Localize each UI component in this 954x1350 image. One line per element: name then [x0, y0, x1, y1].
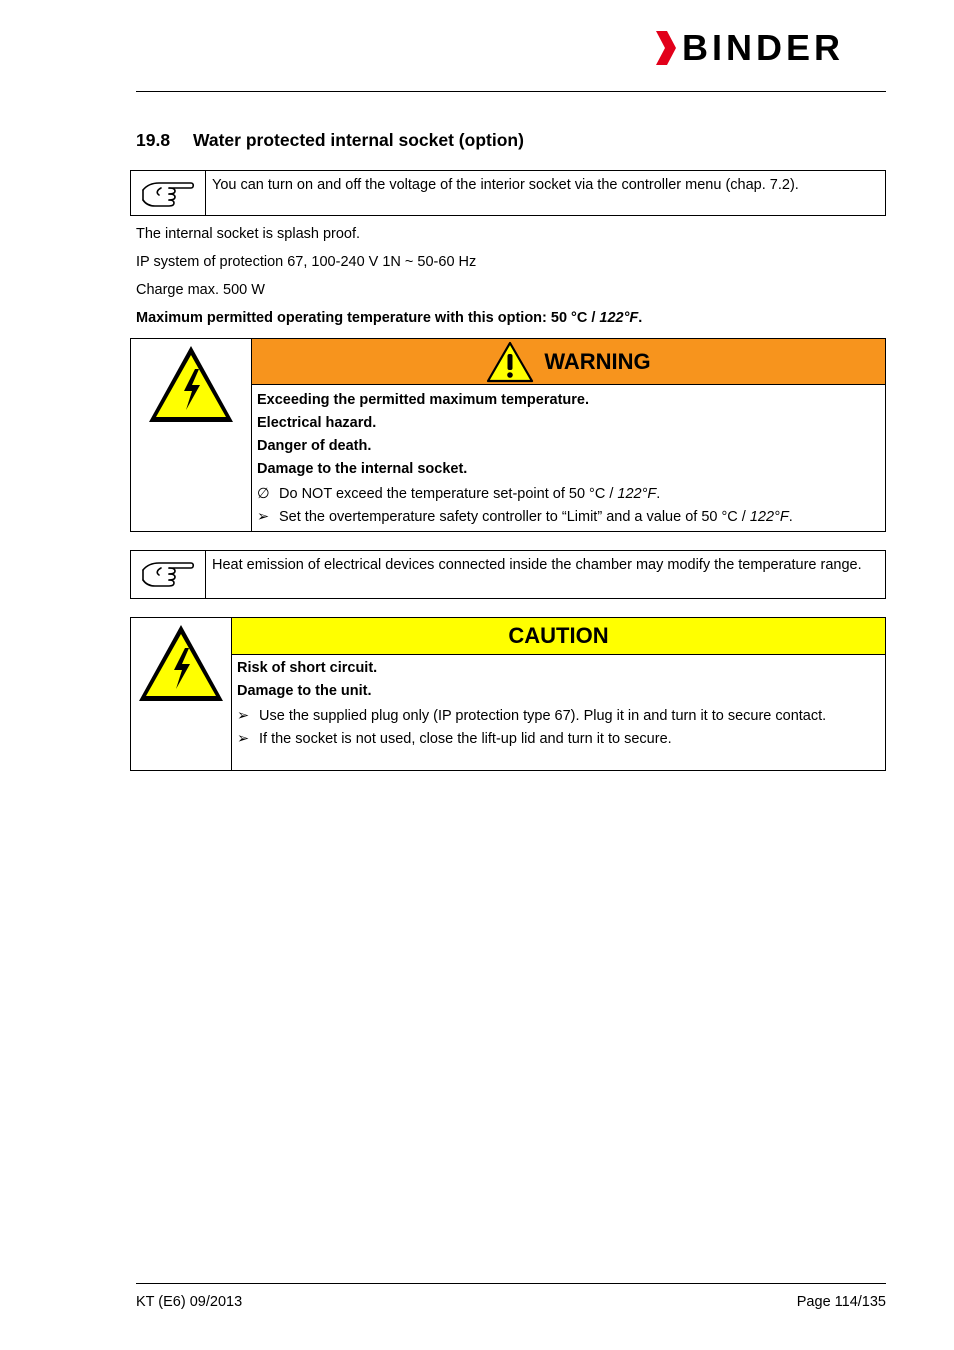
warning-item-end: .	[656, 486, 661, 502]
footer-document-id: KT (E6) 09/2013	[136, 1294, 243, 1310]
caution-banner	[232, 618, 885, 655]
section-heading	[136, 130, 524, 151]
exclamation-triangle-icon	[486, 341, 534, 383]
warning-icon-cell	[131, 339, 252, 531]
paragraph-splash-proof: The internal socket is splash proof.	[136, 226, 361, 242]
warning-line: Damage to the internal socket.	[257, 461, 468, 477]
caution-item-text: If the socket is not used, close the lift-up lid and turn it to secure.	[259, 731, 672, 747]
note-icon-cell	[131, 171, 206, 215]
caution-title: CAUTION	[508, 623, 609, 648]
binder-logo	[654, 27, 845, 68]
arrow-bullet: ➢	[257, 509, 270, 525]
header-rule	[136, 91, 886, 92]
warning-content	[252, 385, 885, 531]
section-title: Water protected internal socket (option)	[193, 130, 524, 150]
pointing-hand-icon	[139, 176, 197, 212]
paragraph-ip-protection: IP system of protection 67, 100-240 V 1N ~ 50-60 Hz	[136, 254, 477, 270]
electrical-hazard-icon	[136, 622, 226, 704]
warning-line: Danger of death.	[257, 438, 372, 454]
paragraph-charge: Charge max. 500 W	[136, 282, 265, 298]
warning-item-text: Do NOT exceed the temperature set-point of 50 °C /	[279, 486, 618, 502]
warning-item-end: .	[788, 509, 793, 525]
footer-page-number: Page 114/135	[796, 1294, 886, 1310]
caution-line: Damage to the unit.	[237, 683, 372, 699]
max-temp-end: .	[638, 310, 643, 326]
caution-icon-cell	[131, 618, 232, 770]
arrow-bullet: ➢	[237, 708, 250, 724]
warning-item-fahrenheit: 122°F	[617, 486, 657, 502]
note-icon-cell	[131, 551, 206, 598]
warning-item-fahrenheit: 122°F	[749, 509, 789, 525]
logo-text: BINDER	[682, 27, 845, 68]
warning-title: WARNING	[544, 348, 651, 374]
warning-item-text: Set the overtemperature safety controller to “Limit” and a value of 50 °C /	[279, 509, 750, 525]
caution-box	[130, 617, 886, 771]
warning-item	[257, 508, 879, 527]
warning-banner	[252, 339, 885, 385]
warning-item	[257, 485, 879, 504]
note-box-1	[130, 170, 886, 216]
section-number: 19.8	[136, 130, 171, 150]
max-temp-text: Maximum permitted operating temperature with this option: 50 °C /	[136, 310, 600, 326]
binder-logo-mark-icon	[654, 31, 676, 65]
prohibition-bullet: ∅	[257, 486, 270, 502]
warning-line: Exceeding the permitted maximum temperature.	[257, 392, 589, 408]
note-text: Heat emission of electrical devices connected inside the chamber may modify the temperature range.	[212, 557, 862, 573]
warning-box	[130, 338, 886, 532]
note-box-2	[130, 550, 886, 599]
footer-rule	[136, 1283, 886, 1284]
caution-line: Risk of short circuit.	[237, 660, 378, 676]
paragraph-max-temperature	[136, 310, 642, 326]
pointing-hand-icon	[139, 556, 197, 592]
arrow-bullet: ➢	[237, 731, 250, 747]
warning-line: Electrical hazard.	[257, 415, 377, 431]
caution-content	[232, 655, 885, 753]
electrical-hazard-icon	[146, 343, 236, 425]
caution-item	[237, 730, 879, 749]
note-text: You can turn on and off the voltage of the interior socket via the controller menu (chap. 7.2).	[212, 177, 799, 193]
caution-item	[237, 707, 879, 726]
max-temp-fahrenheit: 122°F	[599, 310, 639, 326]
caution-item-text: Use the supplied plug only (IP protection type 67). Plug it in and turn it to secure contact.	[259, 708, 827, 724]
